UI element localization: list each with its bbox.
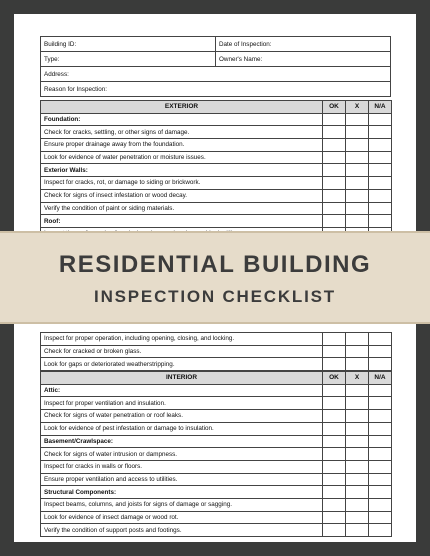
checkbox-na[interactable] [369, 358, 392, 371]
checklist-item-text: Look for evidence of insect damage or wood rot. [41, 511, 323, 524]
checkbox-ok[interactable] [323, 524, 346, 537]
checkbox-na[interactable] [369, 422, 392, 435]
col-na-header: N/A [369, 372, 392, 385]
checklist-sheet-lower [40, 332, 391, 537]
checklist-item-text: Inspect for proper operation, including opening, closing, and locking. [41, 333, 323, 346]
checkbox-x[interactable] [346, 410, 369, 423]
checkbox-ok[interactable] [323, 473, 346, 486]
checklist-item-text: Check for signs of insect infestation or wood decay. [41, 189, 323, 202]
checkbox-x [346, 384, 369, 397]
checklist-item-row [41, 524, 392, 537]
checklist-item-text: Check for cracked or broken glass. [41, 345, 323, 358]
checkbox-na[interactable] [369, 524, 392, 537]
checkbox-ok[interactable] [323, 358, 346, 371]
exterior-checklist-table [40, 100, 392, 241]
checkbox-x[interactable] [346, 397, 369, 410]
checkbox-x[interactable] [346, 358, 369, 371]
checklist-item-text: Check for signs of water penetration or roof leaks. [41, 410, 323, 423]
checkbox-na[interactable] [369, 333, 392, 346]
checklist-item-row [41, 448, 392, 461]
checklist-item-row [41, 126, 392, 139]
checkbox-na[interactable] [369, 397, 392, 410]
checkbox-x [346, 215, 369, 228]
checkbox-na[interactable] [369, 345, 392, 358]
checklist-item-row [41, 397, 392, 410]
exterior-header-row [41, 101, 392, 114]
checkbox-x[interactable] [346, 345, 369, 358]
checklist-item-text: Look for evidence of pest infestation or damage to insulation. [41, 422, 323, 435]
checklist-item-text: Look for gaps or deteriorated weatherstripping. [41, 358, 323, 371]
owners-name-field[interactable]: Owner's Name: [216, 52, 391, 67]
checklist-item-row [41, 498, 392, 511]
category-label: Foundation: [41, 113, 323, 126]
checkbox-ok[interactable] [323, 139, 346, 152]
category-row [41, 215, 392, 228]
category-row [41, 164, 392, 177]
checklist-sheet [40, 36, 391, 241]
checkbox-ok[interactable] [323, 177, 346, 190]
checklist-item-text: Check for signs of water intrusion or dampness. [41, 448, 323, 461]
checkbox-x[interactable] [346, 460, 369, 473]
checkbox-na [369, 435, 392, 448]
col-x-header: X [346, 101, 369, 114]
title-banner [0, 231, 430, 324]
checkbox-ok[interactable] [323, 410, 346, 423]
checkbox-na[interactable] [369, 177, 392, 190]
checklist-item-row [41, 189, 392, 202]
col-na-header: N/A [369, 101, 392, 114]
checkbox-ok [323, 215, 346, 228]
checkbox-na[interactable] [369, 126, 392, 139]
category-label: Exterior Walls: [41, 164, 323, 177]
checklist-item-row [41, 410, 392, 423]
checklist-item-text: Look for evidence of water penetration or moisture issues. [41, 151, 323, 164]
category-label: Basement/Crawlspace: [41, 435, 323, 448]
checkbox-ok[interactable] [323, 189, 346, 202]
checkbox-na [369, 164, 392, 177]
checkbox-ok[interactable] [323, 422, 346, 435]
section-title: INTERIOR [41, 372, 323, 385]
checkbox-x [346, 435, 369, 448]
checklist-item-row [41, 345, 392, 358]
checkbox-x [346, 164, 369, 177]
checklist-item-text: Inspect for cracks, rot, or damage to siding or brickwork. [41, 177, 323, 190]
checkbox-ok[interactable] [323, 151, 346, 164]
checkbox-ok[interactable] [323, 397, 346, 410]
category-row [41, 113, 392, 126]
checklist-item-row [41, 151, 392, 164]
checklist-item-text: Ensure proper ventilation and access to utilities. [41, 473, 323, 486]
checkbox-na [369, 486, 392, 499]
checkbox-na[interactable] [369, 473, 392, 486]
category-label: Attic: [41, 384, 323, 397]
checkbox-ok [323, 164, 346, 177]
checkbox-na[interactable] [369, 139, 392, 152]
header-info-table [40, 36, 391, 97]
checkbox-x[interactable] [346, 422, 369, 435]
category-label: Structural Components: [41, 486, 323, 499]
checklist-item-row [41, 422, 392, 435]
checkbox-na [369, 215, 392, 228]
checkbox-x[interactable] [346, 151, 369, 164]
checklist-item-row [41, 511, 392, 524]
checklist-item-text: Verify the condition of support posts and footings. [41, 524, 323, 537]
checkbox-na[interactable] [369, 448, 392, 461]
checkbox-ok[interactable] [323, 498, 346, 511]
checklist-item-text: Inspect beams, columns, and joists for signs of damage or sagging. [41, 498, 323, 511]
checkbox-x[interactable] [346, 498, 369, 511]
checkbox-ok[interactable] [323, 460, 346, 473]
checkbox-x [346, 113, 369, 126]
checkbox-x[interactable] [346, 189, 369, 202]
checkbox-x [346, 486, 369, 499]
checkbox-na[interactable] [369, 202, 392, 215]
type-field[interactable]: Type: [41, 52, 216, 67]
checklist-item-row [41, 202, 392, 215]
checklist-item-text: Verify the condition of paint or siding materials. [41, 202, 323, 215]
checkbox-na[interactable] [369, 460, 392, 473]
checkbox-ok[interactable] [323, 202, 346, 215]
checkbox-x[interactable] [346, 524, 369, 537]
checkbox-x[interactable] [346, 333, 369, 346]
checkbox-na [369, 384, 392, 397]
category-row [41, 384, 392, 397]
checkbox-ok[interactable] [323, 126, 346, 139]
date-of-inspection-field[interactable]: Date of Inspection: [216, 37, 391, 52]
banner-title: RESIDENTIAL BUILDING [58, 251, 372, 278]
checkbox-x[interactable] [346, 448, 369, 461]
category-label: Roof: [41, 215, 323, 228]
col-ok-header: OK [323, 101, 346, 114]
checkbox-ok[interactable] [323, 345, 346, 358]
checklist-item-row [41, 333, 392, 346]
checkbox-ok[interactable] [323, 448, 346, 461]
address-field[interactable]: Address: [41, 67, 391, 82]
checklist-item-text: Inspect for proper ventilation and insulation. [41, 397, 323, 410]
col-x-header: X [346, 372, 369, 385]
checkbox-x[interactable] [346, 177, 369, 190]
checklist-item-text: Inspect for cracks in walls or floors. [41, 460, 323, 473]
checkbox-ok [323, 486, 346, 499]
banner-subtitle: INSPECTION CHECKLIST [94, 287, 336, 306]
checkbox-na[interactable] [369, 151, 392, 164]
checkbox-ok [323, 435, 346, 448]
windows-checklist-table [40, 332, 392, 371]
checkbox-ok[interactable] [323, 511, 346, 524]
checklist-item-row [41, 139, 392, 152]
checkbox-x[interactable] [346, 511, 369, 524]
checkbox-na [369, 113, 392, 126]
section-title: EXTERIOR [41, 101, 323, 114]
category-row [41, 435, 392, 448]
checkbox-na[interactable] [369, 498, 392, 511]
checklist-item-text: Check for cracks, settling, or other signs of damage. [41, 126, 323, 139]
checkbox-x[interactable] [346, 473, 369, 486]
col-ok-header: OK [323, 372, 346, 385]
reason-for-inspection-field[interactable]: Reason for Inspection: [41, 82, 391, 97]
checkbox-na[interactable] [369, 410, 392, 423]
interior-checklist-table [40, 371, 392, 537]
checkbox-x[interactable] [346, 139, 369, 152]
checkbox-ok [323, 384, 346, 397]
checklist-item-row [41, 358, 392, 371]
checkbox-ok[interactable] [323, 333, 346, 346]
checkbox-x[interactable] [346, 202, 369, 215]
checklist-item-row [41, 177, 392, 190]
checkbox-ok [323, 113, 346, 126]
checkbox-x[interactable] [346, 126, 369, 139]
checklist-item-text: Ensure proper drainage away from the foundation. [41, 139, 323, 152]
checklist-item-row [41, 460, 392, 473]
checkbox-na[interactable] [369, 189, 392, 202]
checkbox-na[interactable] [369, 511, 392, 524]
building-id-field[interactable]: Building ID: [41, 37, 216, 52]
interior-header-row [41, 372, 392, 385]
checklist-item-row [41, 473, 392, 486]
category-row [41, 486, 392, 499]
